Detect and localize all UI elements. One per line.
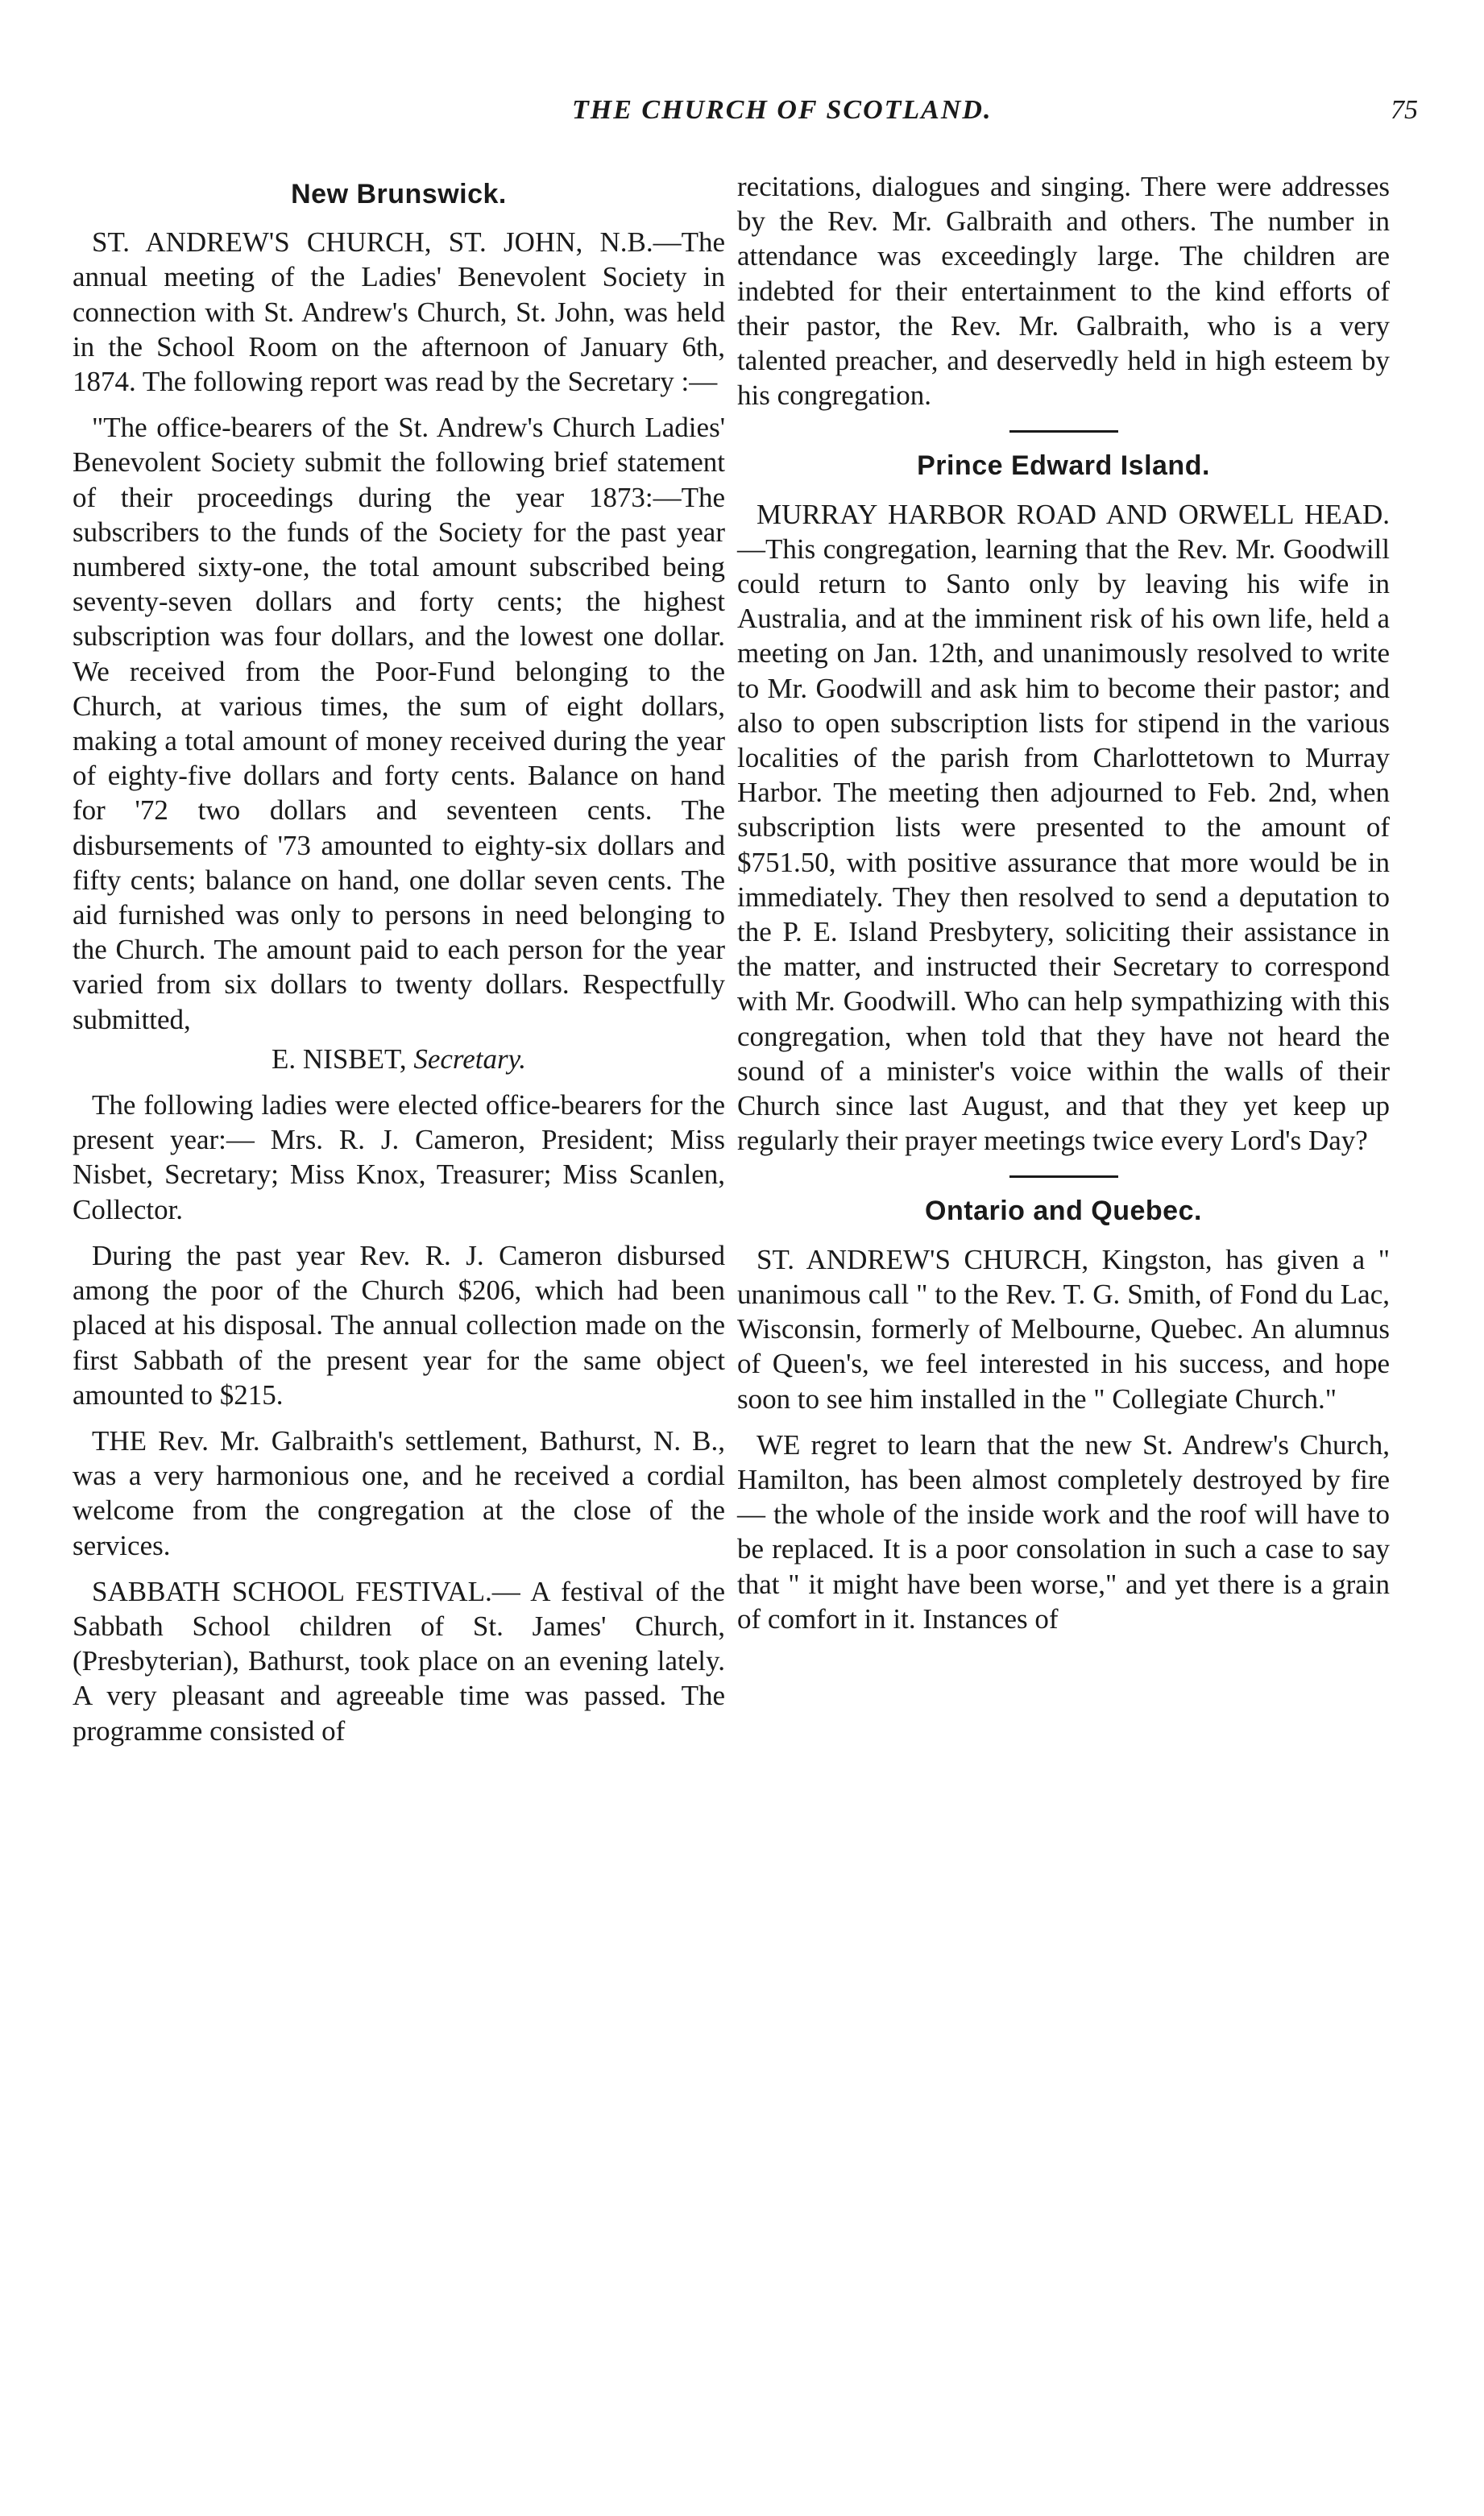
section-divider bbox=[1009, 1175, 1118, 1178]
report-body: "The office-bearers of the St. Andrew's Church Ladies' Benevolent Society submit the following brief statement of their proceedings during the year 1873:—The subscribers to the funds of the Society for the past year numbered sixty-one, the total amount subscribed being seventy-seven dollars and forty cents; the highest subscription was four dollars, and the lowest one dollar. We received from the Poor-Fund belonging to the Church, at various times, the sum of eight dollars, making a total amount of money received during the year of eighty-five dollars and forty cents. Balance on hand for '72 two dollars and seventeen cents. The disbursements of '73 amounted to eighty-six dollars and fifty cents; balance on hand, one dollar seven cents. The aid furnished was only to persons in need belonging to the Church. The amount paid to each person for the year varied from six dollars to twenty dollars. bbox=[73, 412, 725, 1001]
paragraph-galbraith-settlement: THE Rev. Mr. Galbraith's settlement, Bathurst, N. B., was a very harmonious one, and he received a cordial welcome from the congregation at the close of the services. bbox=[73, 1424, 725, 1561]
journal-title: THE CHURCH OF SCOTLAND. bbox=[572, 95, 993, 125]
paragraph-office-bearers: The following ladies were elected office-bearers for the present year:— Mrs. R. J. Cameron, President; Miss Nisbet, Secretary; Miss Knox, Treasurer; Miss Scanlen, Collector. bbox=[73, 1089, 725, 1225]
paragraph-kingston-call: ST. ANDREW'S CHURCH, Kingston, has given a " unanimous call " to the Rev. T. G. Smith, of Fond du Lac, Wisconsin, formerly of Melbourne, Quebec. An alumnus of Queen's, we feel interested in his success, and hope soon to see him installed in the " Collegiate Church." bbox=[737, 1243, 1390, 1415]
paragraph-poor-fund: During the past year Rev. R. J. Cameron disbursed among the poor of the Church $206, which had been placed at his disposal. The annual collection made on the first Sabbath of the present year for the same object amounted to $215. bbox=[73, 1239, 725, 1411]
paragraph-sabbath-school-festival: SABBATH SCHOOL FESTIVAL.— A festival of the Sabbath School children of St. James' Church, (Presbyterian), Bathurst, took place on an evening lately. A very pleasant and agreeable time was passed. The programme consisted of bbox=[73, 1575, 725, 1747]
right-column bbox=[737, 169, 1390, 1648]
signature bbox=[73, 1042, 725, 1076]
left-column bbox=[73, 169, 725, 1760]
section-heading-new-brunswick: New Brunswick. bbox=[291, 179, 507, 209]
paragraph-festival-continued: recitations, dialogues and singing. There were addresses by the Rev. Mr. Galbraith and others. The number in attendance was exceedingly large. The children are indebted for their entertainment to the kind efforts of their pastor, the Rev. Mr. Galbraith, who is a very talented preacher, and deservedly held in high esteem by his congregation. bbox=[737, 171, 1390, 412]
paragraph-society-report bbox=[73, 410, 725, 1037]
paragraph-hamilton-fire: WE regret to learn that the new St. Andrew's Church, Hamilton, has been almost completely destroyed by fire— the whole of the inside work and the roof will have to be replaced. It is a poor consolation in such a case to say that " it might have been worse," and yet there is a grain of comfort in it. Instances of bbox=[737, 1428, 1390, 1635]
section-divider bbox=[1009, 430, 1118, 433]
page-number: 75 bbox=[1391, 95, 1418, 125]
signature-name: E. NISBET, bbox=[272, 1042, 407, 1075]
section-heading-ontario-quebec: Ontario and Quebec. bbox=[925, 1196, 1202, 1227]
section-heading-prince-edward-island: Prince Edward Island. bbox=[917, 450, 1210, 482]
signature-role: Secretary. bbox=[413, 1042, 526, 1075]
paragraph-st-andrews-st-john: ST. ANDREW'S CHURCH, ST. JOHN, N.B.—The annual meeting of the Ladies' Benevolent Society in connection with St. Andrew's Church, St. John, was held in the School Room on the afternoon of January 6th, 1874. The following report was read by the Secretary :— bbox=[73, 226, 725, 398]
running-header bbox=[73, 95, 1418, 143]
paragraph-murray-harbor: MURRAY HARBOR ROAD AND ORWELL HEAD.—This congregation, learning that the Rev. Mr. Goodwill could return to Santo only by leaving his wife in Australia, and at the imminent risk of his own life, held a meeting on Jan. 12th, and unanimously resolved to write to Mr. Goodwill and ask him to become their pastor; and also to open subscription lists for stipend in the various localities of the parish from Charlottetown to Murray Harbor. The meeting then adjourned to Feb. 2nd, when subscription lists were presented to the amount of $751.50, with positive assurance that more would be in immediately. They then resolved to send a deputation to the P. E. Island Presbytery, soliciting their assistance in the matter, and instructed their Secretary to correspond with Mr. Goodwill. Who can help sympathizing with this congregation, when told that they have not heard the sound of a minister's voice within the walls of their Church since last August, and that they yet keep up regularly their prayer meetings twice every Lord's Day? bbox=[737, 498, 1390, 1157]
report-closing: Respectfully submitted, bbox=[73, 968, 725, 1035]
